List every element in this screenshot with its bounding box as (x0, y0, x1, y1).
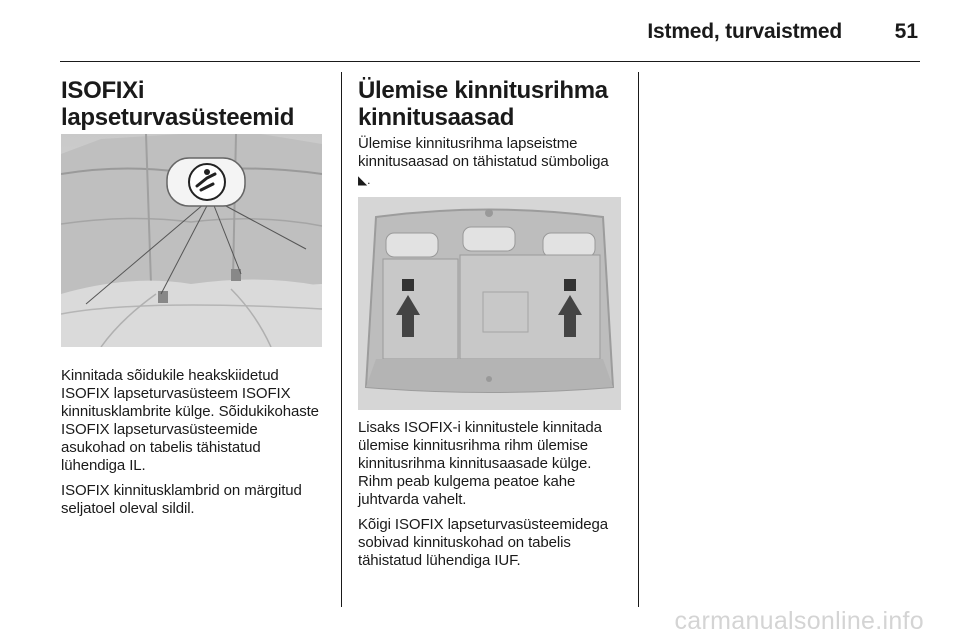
isofix-heading-line1: ISOFIXi (61, 77, 145, 104)
isofix-paragraph-2: ISOFIX kinnitusklambrid on märgitud seljatoel oleval sildil. (61, 482, 302, 517)
isofix-heading (61, 77, 323, 131)
tether-heading (358, 77, 624, 131)
page-header (0, 0, 960, 62)
isofix-heading-line2: lapseturvasüsteemid (61, 104, 295, 131)
header-rule (60, 61, 920, 62)
tether-heading-line1: Ülemise kinnitusrihma (358, 77, 608, 104)
isofix-paragraph-1: Kinnitada sõidukile heakskiidetud ISOFIX lapseturvasüsteem ISOFIX kinnitusklambrite külge. Sõidukikohaste ISOFIX lapseturvasüsteemide asukohad on tabelis tähistatud lühendiga IL. (61, 367, 319, 474)
tether-paragraph-2: Kõigi ISOFIX lapseturvasüsteemidega sobivad kinnituskohad on tabelis tähistatud lühendiga IUF. (358, 516, 608, 569)
child-seat-isofix-illustration (61, 134, 322, 347)
top-tether-symbol-icon: ◣. (358, 173, 371, 187)
tether-paragraph-1: Lisaks ISOFIX-i kinnitustele kinnitada ülemise kinnitusrihma rihm ülemise kinnitusrihma kinnitusaasade külge. Rihm peab kulgema peatoe kahe juhtvarda vahelt. (358, 419, 602, 508)
section-title: Istmed, turvaistmed (647, 20, 842, 43)
column-divider-1 (341, 72, 342, 607)
tether-intro-text: Ülemise kinnitusrihma lapseistme kinnitusaasad on tähistatud sümboliga (358, 135, 609, 170)
footer-watermark: carmanualsonline.info (674, 607, 924, 635)
page-number: 51 (894, 20, 918, 43)
trunk-top-tether-illustration (358, 197, 621, 410)
column-divider-2 (638, 72, 639, 607)
tether-heading-line2: kinnitusaasad (358, 104, 515, 131)
tether-intro (358, 135, 624, 189)
